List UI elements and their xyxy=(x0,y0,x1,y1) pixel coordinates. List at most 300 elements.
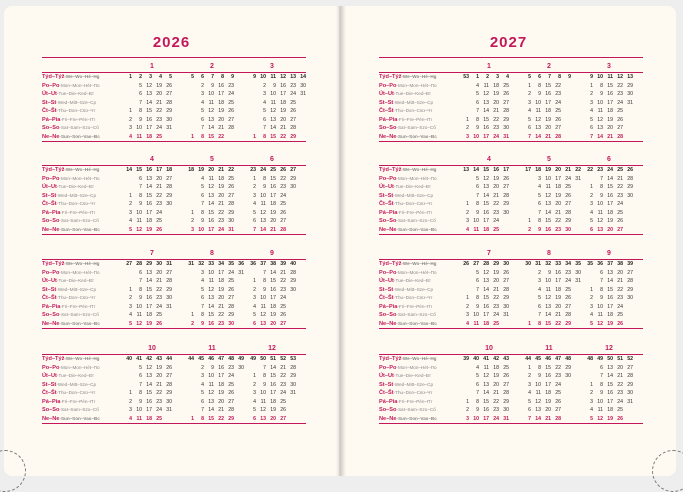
day-number: 18 xyxy=(218,175,224,182)
day-number: 11 xyxy=(270,99,276,106)
day-number: 30 xyxy=(627,295,633,301)
month-days xyxy=(583,116,643,125)
week-number: 29 xyxy=(146,261,152,267)
day-number: 24 xyxy=(156,209,162,216)
day-label xyxy=(42,107,122,116)
day-number: 18 xyxy=(218,278,224,284)
day-number: 23 xyxy=(280,286,286,293)
day-number: 13 xyxy=(545,303,551,310)
month-days xyxy=(184,116,244,125)
day-number: 29 xyxy=(290,175,296,182)
day-number: 28 xyxy=(565,209,571,216)
day-number xyxy=(521,311,531,320)
day-label xyxy=(379,389,459,398)
day-number: 2 xyxy=(129,201,132,207)
week-numbers xyxy=(459,355,519,364)
week-number: 41 xyxy=(136,356,142,362)
day-number: 21 xyxy=(545,133,551,140)
week-numbers xyxy=(184,166,244,175)
day-number: 1 xyxy=(253,175,256,182)
day-number: 16 xyxy=(270,184,276,190)
day-number: 27 xyxy=(617,226,623,233)
week-number: 44 xyxy=(188,356,194,362)
day-number: 24 xyxy=(565,278,571,284)
day-number: 27 xyxy=(617,125,623,131)
day-number: 31 xyxy=(627,99,633,106)
day-label xyxy=(42,175,122,184)
week-numbers xyxy=(583,355,643,364)
week-number: 9 xyxy=(590,74,593,80)
day-label-code: St–St xyxy=(379,286,394,293)
day-number: 5 xyxy=(253,312,256,318)
day-number xyxy=(184,183,194,192)
month-days xyxy=(521,200,581,209)
day-number: 12 xyxy=(597,320,603,327)
year-rule xyxy=(42,57,306,58)
day-number: 5 xyxy=(139,364,142,371)
day-number: 17 xyxy=(146,303,152,310)
day-number: 22 xyxy=(218,312,224,318)
day-number: 14 xyxy=(597,133,603,140)
day-label-code: So–So xyxy=(379,218,397,224)
week-number: 18 xyxy=(166,167,172,173)
day-label-code: So–So xyxy=(42,218,60,224)
day-number xyxy=(459,286,469,295)
day-number xyxy=(184,372,194,381)
day-number: 14 xyxy=(483,286,489,293)
spacer xyxy=(42,155,122,165)
week-number: 26 xyxy=(280,167,286,173)
day-number: 10 xyxy=(198,226,204,233)
day-label-rest: -Mon–Mon–Hét–По xyxy=(59,364,100,370)
day-label-code: So–So xyxy=(42,125,60,131)
day-number: 19 xyxy=(545,398,551,405)
day-number xyxy=(184,364,194,373)
week-number: 33 xyxy=(555,261,561,267)
day-row xyxy=(42,90,306,99)
week-number: 1 xyxy=(129,74,132,80)
day-number: 19 xyxy=(493,373,499,379)
day-number: 22 xyxy=(617,381,623,388)
month-name: 1 xyxy=(487,63,491,70)
month-days xyxy=(459,90,519,99)
day-number: 23 xyxy=(493,125,499,131)
day-number: 2 xyxy=(129,398,132,405)
month-days xyxy=(246,90,306,99)
day-number: 23 xyxy=(617,295,623,301)
day-number: 11 xyxy=(136,312,142,318)
week-number: 24 xyxy=(260,167,266,173)
week-label-rest: -We–Wo–Hé–Hg xyxy=(64,167,100,172)
day-number: 27 xyxy=(228,116,234,123)
day-label-code: So–So xyxy=(379,407,397,413)
week-label-code: Týd–Týž xyxy=(42,167,65,173)
day-number: 16 xyxy=(483,209,489,216)
day-number: 16 xyxy=(208,218,214,224)
week-number: 20 xyxy=(208,167,214,173)
day-number: 5 xyxy=(528,398,531,405)
day-number: 12 xyxy=(483,269,489,276)
day-number: 2 xyxy=(253,381,256,388)
day-number: 6 xyxy=(253,320,256,327)
day-label xyxy=(42,90,122,99)
day-row xyxy=(379,133,643,143)
day-number: 5 xyxy=(590,415,593,422)
day-number: 21 xyxy=(555,312,561,318)
day-number: 4 xyxy=(476,364,479,371)
day-number: 30 xyxy=(503,407,509,413)
week-numbers xyxy=(246,355,306,364)
month-days xyxy=(521,286,581,295)
week-number: 17 xyxy=(503,167,509,173)
day-number: 8 xyxy=(538,364,541,371)
day-label-code: Ne–Ne xyxy=(42,415,60,422)
week-number: 32 xyxy=(545,261,551,267)
day-number: 3 xyxy=(201,373,204,379)
month-days xyxy=(583,398,643,407)
week-number: 26 xyxy=(627,167,633,173)
week-number: 42 xyxy=(493,356,499,362)
day-number: 1 xyxy=(590,184,593,190)
day-label xyxy=(42,294,122,303)
day-number: 11 xyxy=(597,312,603,318)
month-days xyxy=(583,303,643,312)
week-number: 30 xyxy=(503,261,509,267)
week-number: 40 xyxy=(473,356,479,362)
day-number: 31 xyxy=(627,398,633,405)
day-number: 25 xyxy=(156,218,162,224)
day-number xyxy=(583,364,593,373)
day-number: 10 xyxy=(545,278,551,284)
month-days xyxy=(246,200,306,209)
day-label-rest: -Sun–Son–Vas–Вс xyxy=(396,415,437,421)
month-days xyxy=(521,133,581,142)
day-number: 19 xyxy=(607,415,613,422)
month-days xyxy=(184,217,244,226)
day-number: 19 xyxy=(270,407,276,413)
day-number: 25 xyxy=(617,407,623,413)
day-number: 13 xyxy=(535,125,541,131)
day-number: 18 xyxy=(545,108,551,114)
week-number: 21 xyxy=(218,167,224,173)
week-row xyxy=(42,73,306,82)
day-label-code: St–St xyxy=(42,192,57,199)
month-days xyxy=(583,82,643,91)
week-numbers xyxy=(122,166,182,175)
day-number: 7 xyxy=(528,133,531,140)
day-number: 16 xyxy=(218,82,224,89)
day-label-rest: -Tue–Die–Ked–Вт xyxy=(56,91,94,96)
day-number: 13 xyxy=(607,269,613,276)
day-label xyxy=(42,226,122,235)
day-number: 21 xyxy=(493,390,499,396)
week-number: 7 xyxy=(548,74,551,80)
day-label-code: Pá–Pia xyxy=(379,116,398,123)
week-number: 43 xyxy=(503,356,509,362)
day-row xyxy=(42,269,306,278)
day-number: 4 xyxy=(528,108,531,114)
day-row xyxy=(379,381,643,390)
month-days xyxy=(246,107,306,116)
day-number: 14 xyxy=(270,125,276,131)
day-number: 4 xyxy=(201,99,204,106)
day-label xyxy=(379,217,459,226)
spacer xyxy=(379,249,459,259)
day-number: 24 xyxy=(156,125,162,131)
day-number: 18 xyxy=(270,303,276,310)
day-number: 7 xyxy=(139,184,142,190)
day-number: 22 xyxy=(555,320,561,327)
month-days xyxy=(521,82,581,91)
day-number: 19 xyxy=(218,108,224,114)
day-number: 28 xyxy=(166,99,172,106)
day-number: 7 xyxy=(528,415,531,422)
week-numbers xyxy=(583,260,643,269)
day-number: 8 xyxy=(139,390,142,396)
month-days xyxy=(184,415,244,424)
day-row xyxy=(379,398,643,407)
week-number: 19 xyxy=(198,167,204,173)
day-number xyxy=(459,269,469,278)
month-days xyxy=(521,99,581,108)
day-number: 21 xyxy=(280,269,286,276)
week-number: 27 xyxy=(126,261,132,267)
day-number: 27 xyxy=(627,364,633,371)
week-label xyxy=(379,166,459,175)
day-number xyxy=(184,294,194,303)
day-number: 23 xyxy=(617,91,623,97)
day-number: 10 xyxy=(136,125,142,131)
day-number: 9 xyxy=(211,364,214,371)
day-row xyxy=(379,183,643,192)
month-days xyxy=(184,311,244,320)
day-number: 14 xyxy=(208,125,214,131)
month-days xyxy=(583,364,643,373)
day-label-code: Út–Ut xyxy=(42,184,57,190)
day-label-rest: -Fri–Fre–Pén–Пт xyxy=(60,116,96,122)
day-label-code: St–St xyxy=(379,192,394,199)
day-number: 1 xyxy=(191,209,194,216)
day-number: 3 xyxy=(590,201,593,207)
day-number: 17 xyxy=(270,295,276,301)
day-number: 25 xyxy=(280,398,286,405)
day-label-rest: -Fri–Fre–Pén–Пт xyxy=(60,303,96,309)
day-label xyxy=(379,372,459,381)
week-number: 9 xyxy=(568,74,571,80)
day-number: 25 xyxy=(156,133,162,140)
day-number: 2 xyxy=(590,295,593,301)
month-names-row xyxy=(379,344,643,355)
month-days xyxy=(583,277,643,286)
day-number: 10 xyxy=(473,312,479,318)
day-number: 1 xyxy=(466,295,469,301)
day-number: 17 xyxy=(208,226,214,233)
day-number: 5 xyxy=(528,116,531,123)
day-number: 8 xyxy=(263,278,266,284)
day-number: 28 xyxy=(290,269,296,276)
day-row xyxy=(379,200,643,209)
day-number: 20 xyxy=(555,303,561,310)
day-number: 19 xyxy=(607,320,613,327)
day-label-code: Po–Po xyxy=(379,175,397,182)
month-days xyxy=(459,372,519,381)
month-days xyxy=(246,116,306,125)
day-number: 2 xyxy=(466,407,469,413)
day-number: 26 xyxy=(503,373,509,379)
day-number xyxy=(459,82,469,91)
week-numbers xyxy=(184,73,244,82)
day-number: 9 xyxy=(201,320,204,327)
day-number: 7 xyxy=(538,209,541,216)
day-number: 24 xyxy=(228,373,234,379)
day-number xyxy=(184,277,194,286)
day-number: 12 xyxy=(483,91,489,97)
day-number: 4 xyxy=(263,99,266,106)
day-number: 30 xyxy=(503,209,509,216)
month-name: 10 xyxy=(485,345,493,352)
week-number: 34 xyxy=(565,261,571,267)
day-number: 14 xyxy=(607,175,613,182)
day-number: 17 xyxy=(545,381,551,388)
day-label xyxy=(379,116,459,125)
day-number xyxy=(122,381,132,390)
day-number: 18 xyxy=(607,312,613,318)
day-number: 18 xyxy=(270,201,276,207)
month-days xyxy=(521,381,581,390)
day-number: 9 xyxy=(476,209,479,216)
week-label-code: Týd–Týž xyxy=(379,356,402,362)
week-number: 11 xyxy=(607,74,613,80)
day-number: 21 xyxy=(545,415,551,422)
day-number: 27 xyxy=(228,398,234,405)
day-number: 18 xyxy=(607,407,613,413)
day-number: 19 xyxy=(607,218,613,224)
day-number: 26 xyxy=(228,108,234,114)
day-number: 6 xyxy=(139,91,142,97)
day-number: 20 xyxy=(270,218,276,224)
day-number: 11 xyxy=(597,209,603,216)
day-number: 18 xyxy=(218,99,224,106)
day-label xyxy=(379,398,459,407)
day-number: 18 xyxy=(607,209,613,216)
month-name: 12 xyxy=(605,345,613,352)
day-number: 11 xyxy=(483,82,489,89)
day-number: 13 xyxy=(260,218,266,224)
week-numbers xyxy=(122,73,182,82)
day-number xyxy=(459,389,469,398)
day-label xyxy=(379,107,459,116)
day-label-rest: -Tue–Die–Ked–Вт xyxy=(56,373,94,378)
day-number: 22 xyxy=(218,133,224,140)
day-number: 4 xyxy=(466,226,469,233)
week-label-code: Týd–Týž xyxy=(379,74,402,80)
day-number: 28 xyxy=(228,303,234,310)
day-label-rest: -Thu–Don–Csü–Чт xyxy=(393,201,433,206)
month-days xyxy=(459,183,519,192)
day-number: 8 xyxy=(476,116,479,123)
week-number: 8 xyxy=(558,74,561,80)
day-label xyxy=(42,277,122,286)
month-days xyxy=(184,107,244,116)
week-label-rest: -We–Wo–Hé–Hg xyxy=(401,356,437,361)
day-number: 7 xyxy=(253,226,256,233)
day-number: 3 xyxy=(201,269,204,276)
week-number: 44 xyxy=(166,356,172,362)
week-number: 31 xyxy=(535,261,541,267)
day-row xyxy=(42,99,306,108)
day-number: 20 xyxy=(218,192,224,199)
day-number: 2 xyxy=(201,82,204,89)
day-number: 21 xyxy=(555,209,561,216)
day-number: 15 xyxy=(146,286,152,293)
month-days xyxy=(583,311,643,320)
day-number: 11 xyxy=(545,184,551,190)
day-number: 28 xyxy=(228,125,234,131)
day-number: 23 xyxy=(280,184,286,190)
month-days xyxy=(122,217,182,226)
day-number: 30 xyxy=(627,91,633,97)
day-number: 4 xyxy=(528,390,531,396)
day-number: 6 xyxy=(476,184,479,190)
week-number: 8 xyxy=(221,74,224,80)
week-number: 49 xyxy=(250,356,256,362)
day-number: 18 xyxy=(270,398,276,405)
day-number: 30 xyxy=(228,320,234,327)
day-number xyxy=(184,303,194,312)
day-number: 10 xyxy=(597,398,603,405)
day-number xyxy=(184,82,194,91)
week-number: 19 xyxy=(545,167,551,173)
day-number: 26 xyxy=(166,364,172,371)
day-number xyxy=(122,277,132,286)
day-number: 24 xyxy=(565,175,571,182)
day-label-rest: -Fri–Fre–Pén–Пт xyxy=(397,116,433,122)
day-number: 22 xyxy=(280,278,286,284)
month-days xyxy=(122,415,182,424)
month-days xyxy=(583,389,643,398)
day-label-rest: -Mon–Mon–Hét–По xyxy=(396,364,437,370)
day-row xyxy=(379,320,643,330)
day-number: 6 xyxy=(201,192,204,199)
month-days xyxy=(122,183,182,192)
day-label-code: Pá–Pia xyxy=(42,303,61,310)
day-number: 15 xyxy=(208,209,214,216)
day-number: 8 xyxy=(538,82,541,89)
month-days xyxy=(521,116,581,125)
month-days xyxy=(184,294,244,303)
day-number: 16 xyxy=(270,381,276,388)
week-number: 22 xyxy=(575,167,581,173)
day-number: 9 xyxy=(476,303,479,310)
day-number: 14 xyxy=(483,390,489,396)
week-label-code: Týd–Týž xyxy=(42,261,65,267)
day-number: 27 xyxy=(166,373,172,379)
day-number xyxy=(459,277,469,286)
month-days xyxy=(583,209,643,218)
week-number: 18 xyxy=(188,167,194,173)
week-number: 30 xyxy=(525,261,531,267)
day-number: 24 xyxy=(228,91,234,97)
day-number: 10 xyxy=(270,91,276,97)
day-number: 2 xyxy=(466,209,469,216)
month-days xyxy=(459,286,519,295)
week-number: 52 xyxy=(627,356,633,362)
day-number: 31 xyxy=(300,91,306,97)
month-days xyxy=(246,99,306,108)
day-number: 11 xyxy=(208,278,214,284)
day-number xyxy=(246,82,256,91)
day-number: 28 xyxy=(290,364,296,371)
